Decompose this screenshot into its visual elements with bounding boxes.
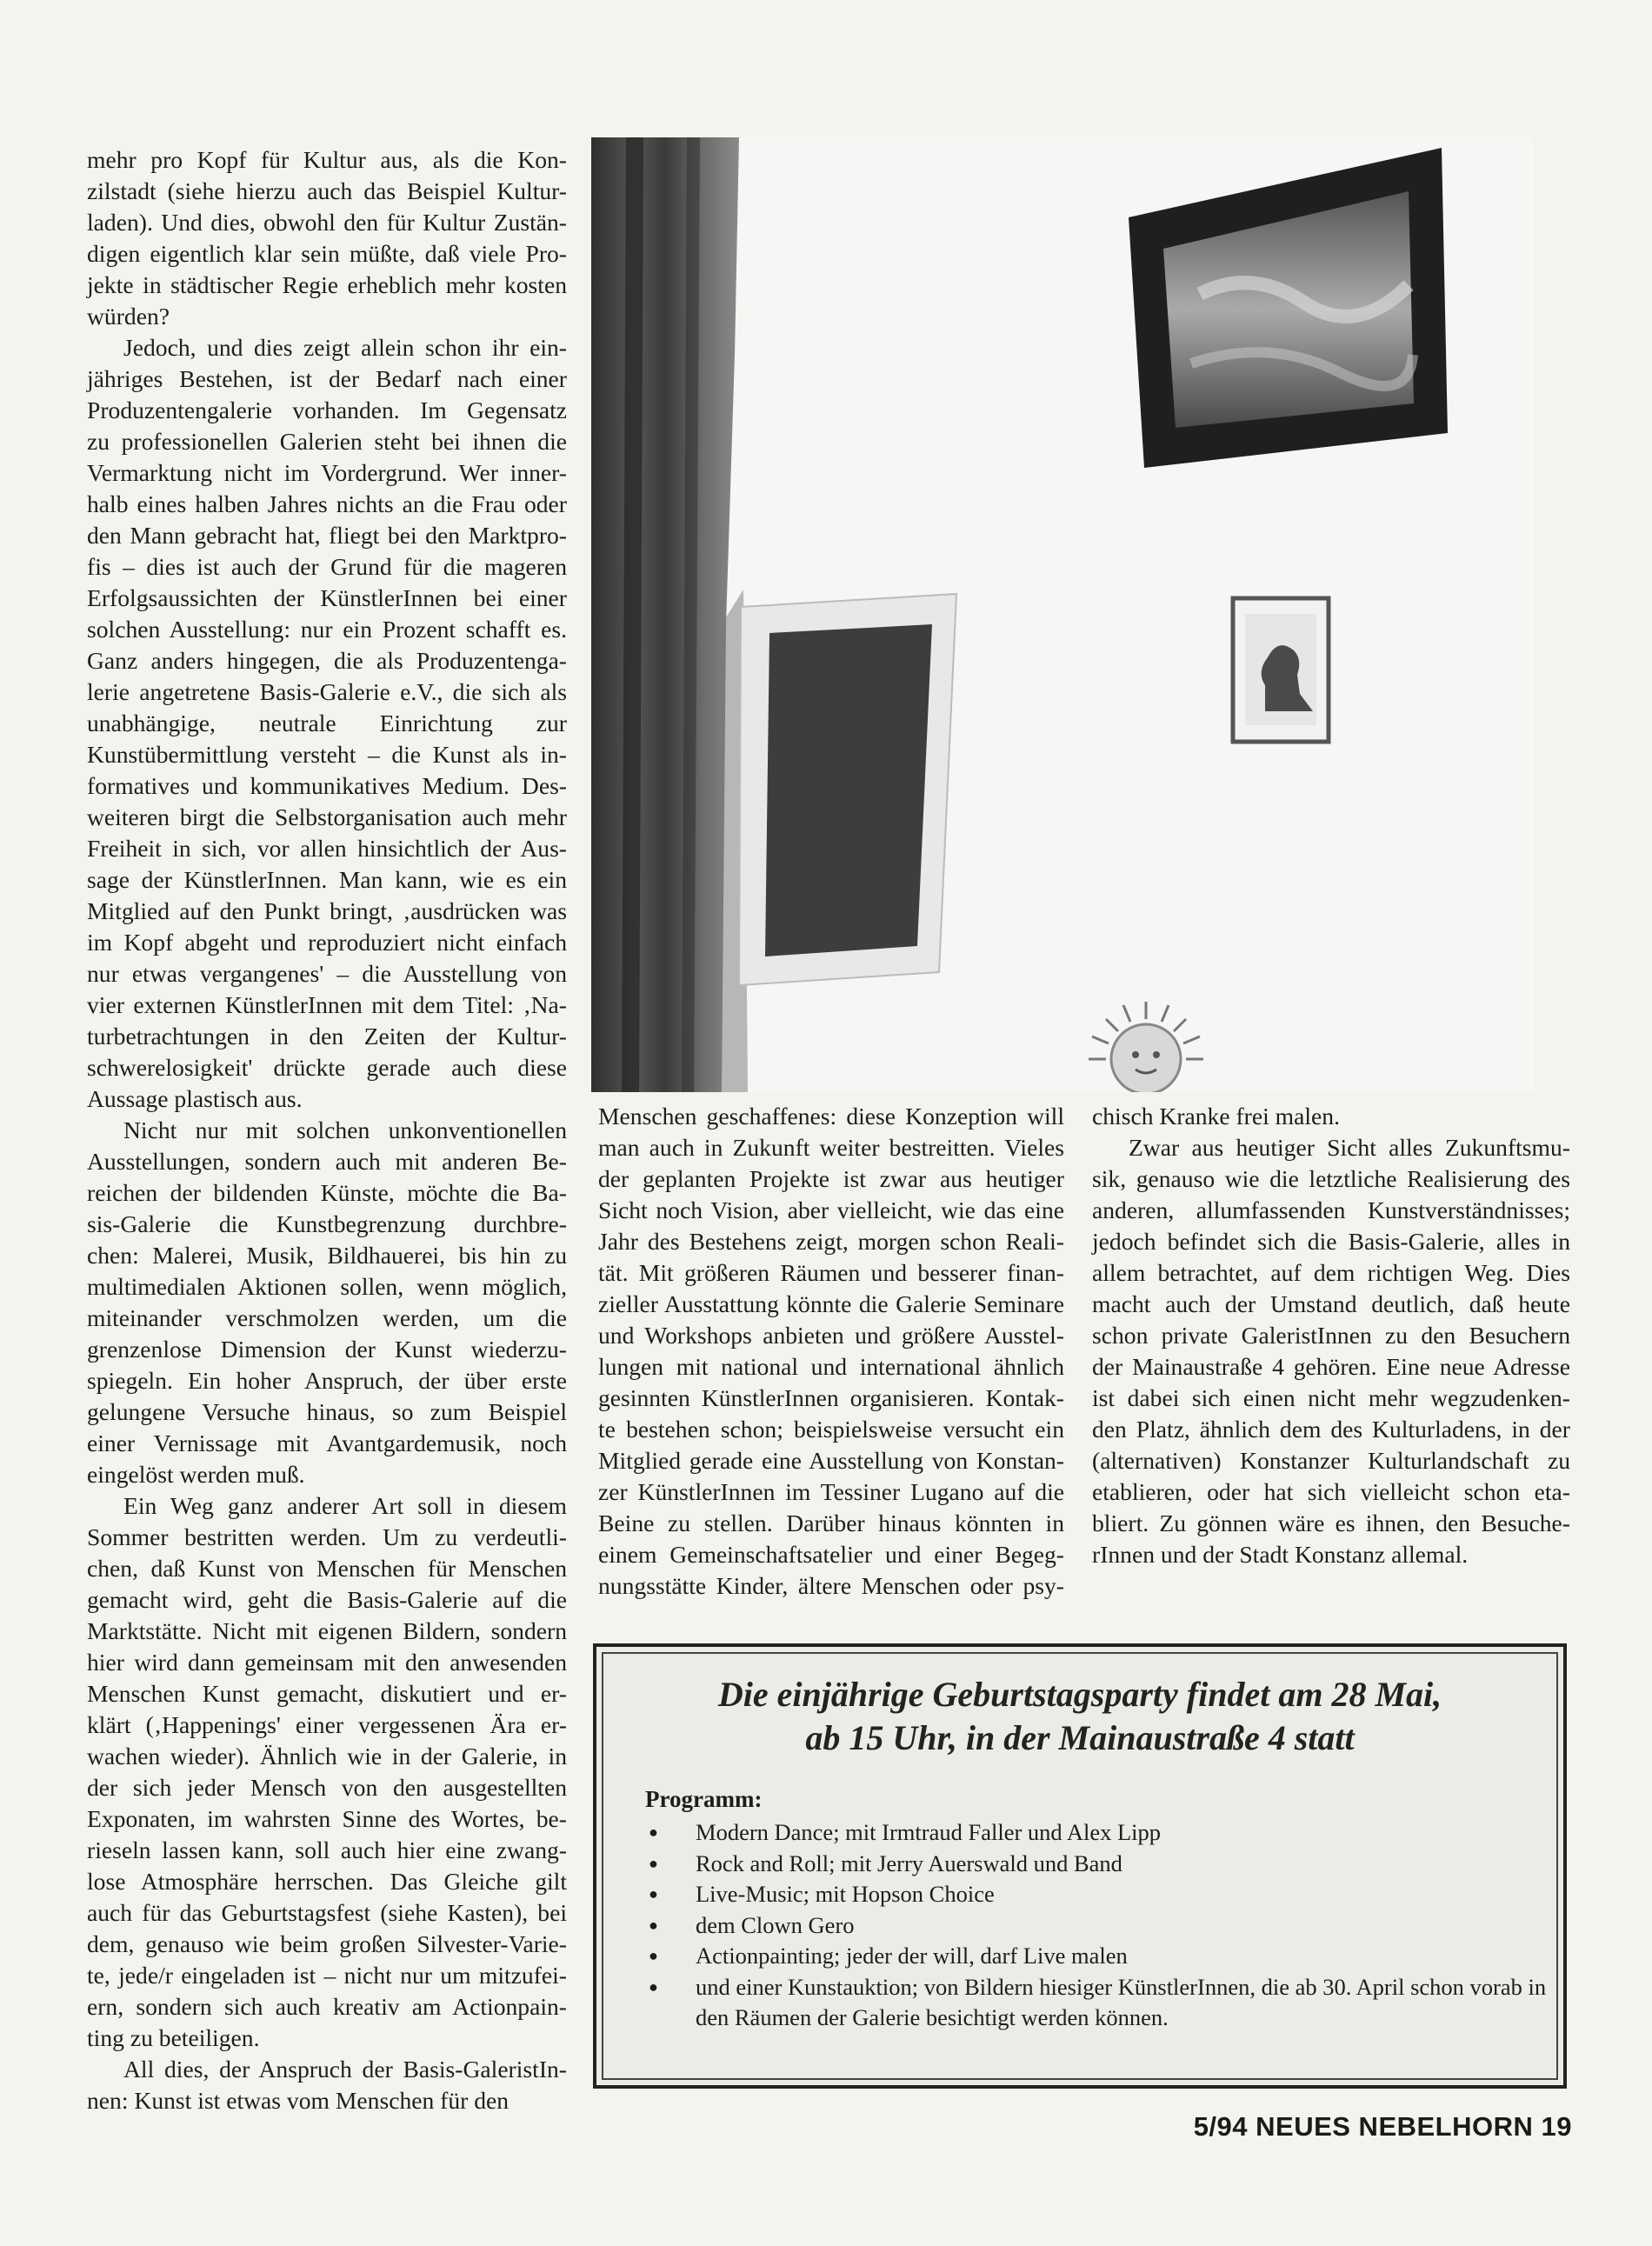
text-line: Menschen geschaffenes: diese Konzeption will	[598, 1103, 1064, 1130]
text-line: zieller Ausstattung könnte die Galerie Seminare	[598, 1290, 1064, 1317]
text-line: gemacht wird, geht die Basis-Galerie auf die	[87, 1586, 567, 1613]
text-line: würden?	[87, 303, 170, 330]
bullet-icon: ●	[649, 1823, 658, 1841]
text-line: Sicht noch Vision, aber vielleicht, wie das eine	[598, 1196, 1064, 1223]
text-line: und Workshops anbieten und größere Ausstel-	[598, 1322, 1064, 1349]
text-line: sage der KünstlerInnen. Man kann, wie es ein	[87, 866, 567, 893]
page-footer: 5/94 NEUES NEBELHORN 19	[1193, 2111, 1572, 2142]
text-line: chen: Malerei, Musik, Bildhauerei, bis hin zu	[87, 1242, 567, 1269]
program-item-text: dem Clown Gero	[696, 1911, 855, 1938]
text-line: multimedialen Aktionen sollen, wenn möglich,	[87, 1273, 567, 1300]
text-line: bliert. Zu gönnen wäre es ihnen, den Besuche-	[1092, 1510, 1570, 1536]
text-line: wachen wieder). Ähnlich wie in der Galerie, in	[87, 1743, 567, 1769]
text-line: auch für das Geburtstagsfest (siehe Kasten), bei	[87, 1899, 567, 1926]
program-item	[645, 1941, 1549, 1972]
text-line: Mitglied auf den Punkt bringt, ‚ausdrücken was	[87, 897, 567, 924]
text-line: miteinander verschmolzen werden, um die	[87, 1304, 567, 1331]
bullet-icon: ●	[649, 1854, 658, 1872]
text-line: den Mann gebracht hat, fliegt bei den Marktpro-	[87, 522, 567, 549]
article-column-3	[1092, 1101, 1570, 1570]
text-line: Freiheit in sich, vor allen hinsichtlich der Aus-	[87, 835, 567, 862]
text-line: der geplanten Projekte ist zwar aus heutiger	[598, 1165, 1064, 1192]
text-line: digen eigentlich klar sein müßte, daß viele Pro-	[87, 240, 567, 267]
gallery-photo	[591, 137, 1534, 1092]
program-item-text: Modern Dance; mit Irmtraud Faller und Alex Lipp	[696, 1819, 1162, 1845]
text-line: gelungene Versuche hinaus, so zum Beispiel	[87, 1398, 567, 1425]
text-line: laden). Und dies, obwohl den für Kultur Zustän-	[87, 209, 567, 236]
event-title-line-2: ab 15 Uhr, in der Mainaustraße 4 statt	[805, 1718, 1355, 1757]
text-line: fis – dies ist auch der Grund für die mageren	[87, 553, 567, 580]
program-item	[645, 1879, 1549, 1910]
text-line: formatives und kommunikatives Medium. Des-	[87, 772, 567, 799]
text-line: ern, sondern sich auch kreativ am Actionpain-	[87, 1993, 567, 2020]
text-line: zer KünstlerInnen im Tessiner Lugano auf die	[598, 1478, 1064, 1505]
text-line: Jahr des Bestehens zeigt, morgen schon Reali-	[598, 1228, 1064, 1255]
gallery-photo-image	[591, 137, 1534, 1092]
program-heading: Programm:	[645, 1786, 763, 1812]
text-line: Jedoch, und dies zeigt allein schon ihr ein-	[123, 334, 567, 361]
text-line: einem Gemeinschaftsatelier und einer Begeg-	[598, 1541, 1064, 1568]
text-line: hier wird dann gemeinsam mit den anwesenden	[87, 1649, 567, 1676]
text-line: Zwar aus heutiger Sicht alles Zukunftsmu-	[1129, 1134, 1570, 1161]
article-column-1	[87, 144, 567, 2116]
text-line: der sich jeder Mensch von den ausgestellten	[87, 1774, 567, 1801]
text-line: Ein Weg ganz anderer Art soll in diesem	[123, 1492, 567, 1519]
program-item-text: Actionpainting; jeder der will, darf Live malen	[696, 1943, 1128, 1969]
text-line: etablieren, oder hat sich vielleicht schon eta-	[1092, 1478, 1570, 1505]
text-line: man auch in Zukunft weiter bestreitten. Vieles	[598, 1134, 1064, 1161]
text-line: schon private GaleristInnen zu den Besuchern	[1092, 1322, 1570, 1349]
text-line: reichen der bildenden Künste, möchte die Ba-	[87, 1179, 567, 1206]
text-line: grenzenlose Dimension der Kunst wiederzu-	[87, 1336, 567, 1363]
event-box	[593, 1643, 1567, 2089]
program-list	[645, 1817, 1549, 2034]
text-line: schwerelosigkeit' drückte gerade auch diese	[87, 1054, 567, 1081]
text-line: Produzentengalerie vorhanden. Im Gegensatz	[87, 397, 567, 423]
text-line: anderen, allumfassenden Kunstverständnisses;	[1092, 1196, 1570, 1223]
text-line: lose Atmosphäre herrschen. Das Gleiche gilt	[87, 1868, 567, 1895]
text-line: vier externen KünstlerInnen mit dem Titel: ‚Na-	[87, 991, 567, 1018]
text-line: (alternativen) Konstanzer Kulturlandschaft zu	[1092, 1447, 1570, 1474]
text-line: macht auch der Umstand deutlich, daß heute	[1092, 1290, 1570, 1317]
program-item-text: Live-Music; mit Hopson Choice	[696, 1881, 995, 1907]
program-item-text: Rock and Roll; mit Jerry Auerswald und Band	[696, 1849, 1122, 1876]
text-line: sik, genauso wie die letztliche Realisierung des	[1092, 1165, 1570, 1192]
text-line: te bestehen schon; beispielsweise versucht ein	[598, 1416, 1064, 1443]
text-line: im Kopf abgeht und reproduziert nicht einfach	[87, 929, 567, 956]
text-line: solchen Ausstellung: nur ein Prozent schafft es.	[87, 616, 567, 643]
text-line: spiegeln. Ein hoher Anspruch, der über erste	[87, 1367, 567, 1394]
text-line: einer Vernissage mit Avantgardemusik, noch	[87, 1430, 567, 1456]
text-line: nungsstätte Kinder, ältere Menschen oder psy-	[598, 1572, 1064, 1599]
text-line: turbetrachtungen in den Zeiten der Kultur-	[87, 1023, 567, 1050]
text-line: Menschen Kunst gemacht, diskutiert und er-	[87, 1680, 567, 1707]
text-line: Nicht nur mit solchen unkonventionellen	[123, 1116, 567, 1143]
bullet-icon: ●	[649, 1947, 658, 1964]
text-line: te, jede/r eingeladen ist – nicht nur um mitzufei-	[87, 1962, 567, 1989]
text-line: dem, genauso wie beim großen Silvester-Varie-	[87, 1930, 567, 1957]
text-line: Erfolgsaussichten der KünstlerInnen bei einer	[87, 584, 567, 611]
text-line: Aussage plastisch aus.	[87, 1085, 303, 1112]
bullet-icon: ●	[649, 1977, 658, 1996]
text-line: zilstadt (siehe hierzu auch das Beispiel Kultur-	[87, 177, 567, 204]
text-line: chen, daß Kunst von Menschen für Menschen	[87, 1555, 567, 1582]
text-line: der Mainaustraße 4 gehören. Eine neue Adresse	[1092, 1353, 1570, 1380]
program-item	[645, 1817, 1549, 1849]
text-line: klärt (‚Happenings' einer vergessenen Ära er-	[87, 1711, 567, 1738]
text-line: jähriges Bestehen, ist der Bedarf nach einer	[87, 365, 567, 392]
article-column-2	[598, 1101, 1064, 1602]
text-line: Vermarktung nicht im Vordergrund. Wer inner-	[87, 459, 567, 486]
event-title-line-1: Die einjährige Geburtstagsparty findet am 28 Mai,	[717, 1675, 1442, 1714]
text-line: Mitglied gerade eine Ausstellung von Konstan-	[598, 1447, 1064, 1474]
text-line: halb eines halben Jahres nichts an die Frau oder	[87, 490, 567, 517]
program-item	[645, 1849, 1549, 1880]
text-line: Kunstübermittlung versteht – die Kunst als in-	[87, 741, 567, 768]
program-item	[645, 1910, 1549, 1942]
text-line: sis-Galerie die Kunstbegrenzung durchbre-	[87, 1210, 567, 1237]
text-line: tät. Mit größeren Räumen und besserer finan-	[598, 1259, 1064, 1286]
text-line: weiteren birgt die Selbstorganisation auch mehr	[87, 803, 567, 830]
text-line: nur etwas vergangenes' – die Ausstellung von	[87, 960, 567, 987]
program-item	[645, 1972, 1549, 2034]
text-line: ting zu beteiligen.	[87, 2024, 260, 2051]
text-line: allem betrachtet, auf dem richtigen Weg. Dies	[1092, 1259, 1570, 1286]
text-line: Beine zu stellen. Darüber hinaus könnten in	[598, 1510, 1064, 1536]
text-line: unabhängige, neutrale Einrichtung zur	[87, 710, 567, 736]
text-line: rInnen und der Stadt Konstanz allemal.	[1092, 1541, 1469, 1568]
text-line: Ganz anders hingegen, die als Produzentenga-	[87, 647, 567, 674]
text-line: rieseln lassen kann, soll auch hier eine zwang-	[87, 1836, 567, 1863]
text-line: Sommer bestritten werden. Um zu verdeutli-	[87, 1523, 567, 1550]
text-line: den Platz, ähnlich dem des Kulturladens, in der	[1092, 1416, 1570, 1443]
text-line: All dies, der Anspruch der Basis-GaleristIn-	[123, 2056, 567, 2083]
text-line: Ausstellungen, sondern auch mit anderen Be-	[87, 1148, 567, 1175]
text-line: lerie angetretene Basis-Galerie e.V., die sich als	[87, 678, 567, 705]
program-item-text: und einer Kunstauktion; von Bildern hiesiger KünstlerInnen, die ab 30. April schon vorab in den Räumen der Galerie besichtigt werden können.	[696, 1973, 1547, 2030]
text-line: Marktstätte. Nicht mit eigenen Bildern, sondern	[87, 1617, 567, 1644]
text-line: zu professionellen Galerien steht bei ihnen die	[87, 428, 567, 455]
text-line: nen: Kunst ist etwas vom Menschen für den	[87, 2087, 510, 2114]
text-line: gesinnten KünstlerInnen organisieren. Kontak-	[598, 1384, 1064, 1411]
text-line: jedoch befindet sich die Basis-Galerie, alles in	[1092, 1228, 1570, 1255]
event-title	[596, 1673, 1563, 1760]
bullet-icon: ●	[649, 1885, 658, 1903]
text-line: jekte in städtischer Regie erheblich mehr kosten	[87, 271, 567, 298]
text-line: mehr pro Kopf für Kultur aus, als die Kon-	[87, 146, 567, 173]
bullet-icon: ●	[649, 1916, 658, 1934]
text-line: Exponaten, im wahrsten Sinne des Wortes, be-	[87, 1805, 567, 1832]
text-line: eingelöst werden muß.	[87, 1461, 305, 1488]
text-line: lungen mit national und international ähnlich	[598, 1353, 1064, 1380]
text-line: ist dabei sich einen nicht mehr wegzudenken-	[1092, 1384, 1570, 1411]
text-line: chisch Kranke frei malen.	[1092, 1103, 1341, 1130]
